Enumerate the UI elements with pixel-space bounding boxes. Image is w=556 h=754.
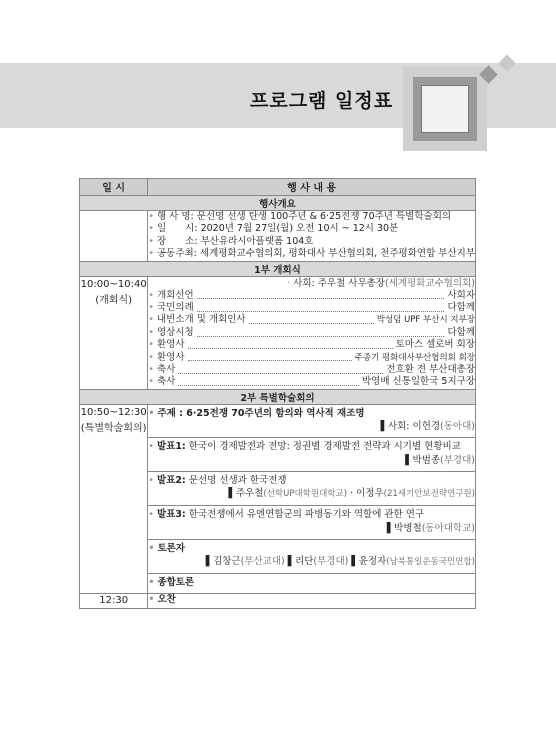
schedule-table — [79, 178, 476, 609]
lunch-row — [80, 594, 476, 609]
overview-content — [148, 211, 476, 262]
talk3-speaker: ▌박병철(동아대학교) — [386, 522, 475, 534]
talk3-block — [148, 506, 475, 539]
part1-row — [80, 276, 476, 389]
program-item: • 축사 전호환 전 부산대총장 — [148, 364, 475, 376]
section-part2: 2부 특별학술회의 — [80, 389, 476, 404]
program-item: • 환영사 토마스 셀로버 회장 — [148, 339, 475, 351]
panel-title: • 토론자 — [148, 542, 185, 554]
part1-mc: · 사회: 주우철 사무총장(세계평화교수협의회) — [287, 277, 475, 289]
talk2-block — [148, 472, 475, 506]
list-item: • 장 소: 부산유라시아플랫폼 104호 — [148, 235, 314, 247]
part2-row — [80, 404, 476, 593]
program-item: • 환영사 주종기 평화대사부산협의회 회장 — [148, 351, 475, 363]
part2-time-cell — [80, 404, 148, 593]
table-header-row — [80, 179, 476, 196]
section-part1: 1부 개회식 — [80, 261, 476, 276]
overview-time-cell — [80, 211, 148, 262]
talk2-speakers: ▌주우철(선학UP대학원대학교) · 이정우(21세기안보전략연구원) — [228, 488, 475, 500]
lunch-label: • 오찬 — [148, 594, 176, 606]
page-title: 프로그램 일정표 — [250, 90, 394, 112]
panel-block — [148, 540, 475, 574]
part2-content — [148, 404, 476, 593]
list-item: • 공동주최: 세계평화교수협의회, 평화대사 부산협의회, 천주평화연합 부산지부 — [148, 248, 475, 260]
theme-mc: ▌사회: 이헌경(동아대) — [380, 421, 475, 433]
part1-time-label: (개회식) — [95, 294, 133, 306]
talk1-title: • 발표1: 한국이 경제발전과 전망: 정권별 경제발전 전략과 시기별 현황비교 — [148, 441, 461, 453]
talk1-speaker: ▌박범종(부경대) — [405, 454, 475, 466]
program-item: • 영상시청 다함께 — [148, 326, 475, 338]
decorative-square-inner — [421, 85, 469, 133]
wrapup-block — [148, 574, 475, 593]
list-item: • 일 시: 2020년 7월 27일(월) 오전 10시 ~ 12시 30분 — [148, 223, 399, 235]
list-item: • 행 사 명: 문선명 선생 탄생 100주년 & 6·25전쟁 70주년 특별학술회의 — [148, 211, 452, 222]
wrapup-title: • 종합토론 — [148, 576, 195, 588]
program-item: • 국민의례 다함께 — [148, 302, 475, 314]
talk2-title: • 발표2: 문선명 선생과 한국전쟁 — [148, 474, 287, 486]
program-item: • 내빈소개 및 개회인사 박성덤 UPF 부산시 지부장 — [148, 314, 475, 326]
part1-time: 10:00~10:40 — [80, 278, 147, 290]
section-overview: 행사개요 — [80, 196, 476, 211]
part1-content — [148, 276, 476, 389]
talk3-title: • 발표3: 한국전쟁에서 유엔연합군의 파병동기와 역할에 관한 연구 — [148, 509, 425, 521]
date-column-header: 일 시 — [80, 179, 148, 196]
theme-block — [148, 405, 475, 438]
part2-time: 10:50~12:30 — [80, 406, 147, 418]
lunch-time: 12:30 — [80, 594, 148, 609]
program-item: • 축사 박영배 신통일한국 5지구장 — [148, 376, 475, 388]
program-item: • 개회선언 사회자 — [148, 289, 475, 301]
theme-title: • 주제 : 6·25전쟁 70주년의 함의와 역사적 재조명 — [148, 407, 365, 419]
part1-time-cell — [80, 276, 148, 389]
panel-members: ▌김창근(부산교대) ▌리단(부경대) ▌윤정자(남북통일운동국민연합) — [205, 555, 475, 567]
talk1-block — [148, 438, 475, 471]
lunch-content — [148, 594, 476, 609]
content-column-header: 행 사 내 용 — [148, 179, 476, 196]
part2-time-label: (특별학술회의) — [80, 422, 147, 434]
overview-row — [80, 211, 476, 262]
